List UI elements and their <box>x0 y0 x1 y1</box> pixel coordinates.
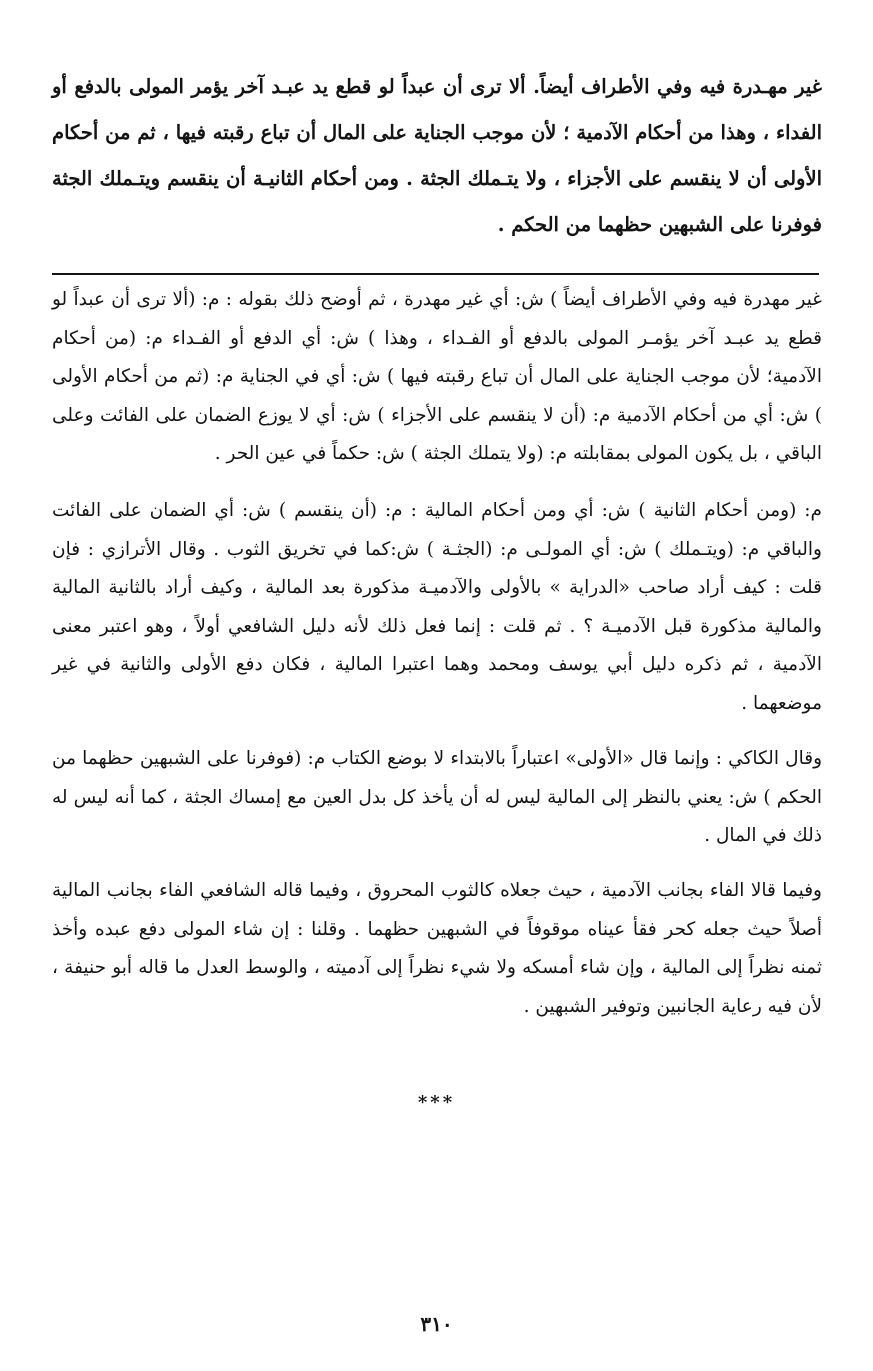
commentary-paragraph-3: وقال الكاكي : وإنما قال «الأولى» اعتباراً بالابتداء لا بوضع الكتاب م: (فوفرنا على الشبهين حظهما من الحكم ) ش: يعني بالنظر إلى المالية ليس له أن يأخذ كل بدل العين مع إمساك الجثة ، كما أنه ليس له ذلك في المال . <box>52 748 822 846</box>
main-text: غير مهـدرة فيه وفي الأطراف أيضاً. ألا ترى أن عبداً لو قطع يد عبـد آخر يؤمر المولى بالدفع أو الفداء ، وهذا من أحكام الآدمية ؛ لأن موجب الجناية على المال أن تباع رقبته فيها ، ثم من أحكام الأولى أن لا ينقسم على الأجزاء ، ولا يتـملك الجثة . ومن أحكام الثانيـة أن ينقسم ويتـملك الجثة فوفرنا على الشبهين حظهما من الحكم . <box>52 75 822 236</box>
footnote-divider <box>52 273 819 275</box>
page-number: ٣١٠ <box>420 1312 453 1336</box>
commentary-paragraph-2: م: (ومن أحكام الثانية ) ش: أي ومن أحكام المالية : م: (أن ينقسم ) ش: أي الضمان على الفائت والباقي م: (ويتـملك ) ش: أي المولـى م: (الجثـة ) ش:كما في تخريق الثوب . وقال الأترازي : فإن قلت : كيف أراد صاحب «الدراية » بالأولى والآدميـة مذكورة بعد المالية ، وكيف أراد بالثانية المالية والمالية مذكورة قبل الآدميـة ؟ . ثم قلت : إنما فعل ذلك لأنه دليل الشافعي أولاً ، وهو اعتبر معنى الآدمية ، ثم ذكره دليل أبي يوسف ومحمد وهما اعتبرا المالية ، فكان دفع الأولى والثانية في غير موضعهما . <box>52 500 822 714</box>
commentary-paragraph-1: غير مهدرة فيه وفي الأطراف أيضاً ) ش: أي غير مهدرة ، ثم أوضح ذلك بقوله : م: (ألا ترى أن عبداً لو قطع يد عبـد آخر يؤمـر المولى بالدفع أو الفـداء ، وهذا ) ش: أي الدفع أو الفـداء م: (من أحكام الآدمية؛ لأن موجب الجناية على المال أن تباع رقبته فيها ) ش: أي في الجناية م: (ثم من أحكام الأولى ) ش: أي من أحكام الآدمية م: (أن لا ينقسم على الأجزاء ) ش: أي لا يوزع الضمان على الفائت وعلى الباقي ، بل يكون المولى بمقابلته م: (ولا يتملك الجثة ) ش: حكماً في عين الحر . <box>52 289 822 464</box>
section-separator: *** <box>417 1092 456 1113</box>
commentary-paragraph-4: وفيما قالا الفاء بجانب الآدمية ، حيث جعلاه كالثوب المحروق ، وفيما قاله الشافعي الفاء بجانب المالية أصلاً حيث جعله كحر فقأ عيناه موقوفاً في الشبهين حظهما . وقلنا : إن شاء المولى دفع عبده وأخذ ثمنه نظراً إلى المالية ، وإن شاء أمسكه ولا شيء نظراً إلى آدميته ، والوسط العدل ما قاله أبو حنيفة ، لأن فيه رعاية الجانبين وتوفير الشبهين . <box>52 880 822 1017</box>
